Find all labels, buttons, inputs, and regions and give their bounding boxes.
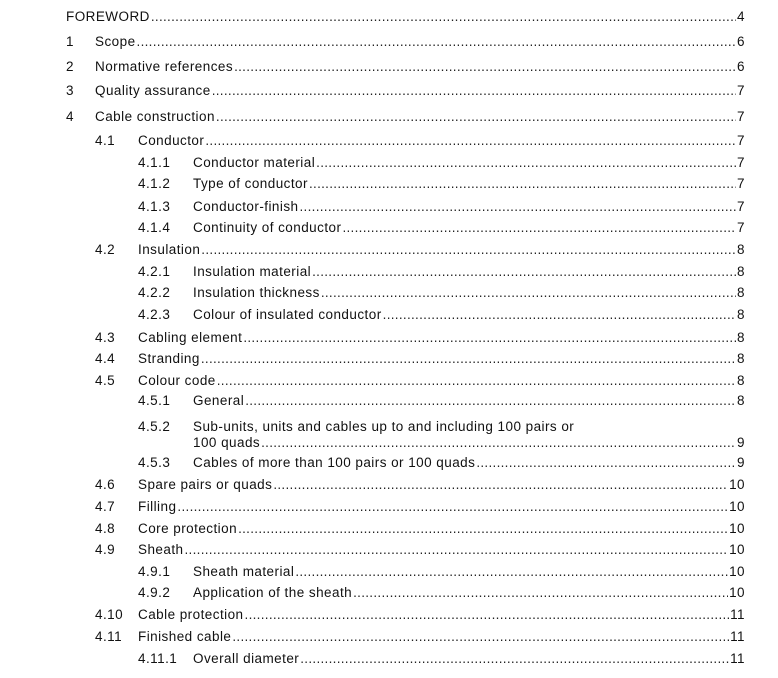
toc-entry[interactable]	[0, 107, 745, 127]
toc-entry[interactable]	[0, 7, 745, 27]
toc-page-number: 9	[737, 435, 745, 450]
toc-page-number: 10	[729, 499, 745, 514]
toc-entry-title: Spare pairs or quads	[138, 477, 273, 492]
toc-entry[interactable]	[0, 519, 745, 539]
toc-entry-number: 4.5	[95, 373, 116, 388]
toc-entry-number: 4.10	[95, 607, 124, 622]
toc-entry-title: Conductor-finish	[193, 199, 299, 214]
toc-entry-title: Sheath material	[193, 564, 295, 579]
toc-page-number: 6	[737, 59, 745, 74]
toc-page-number: 10	[729, 542, 745, 557]
toc-entry[interactable]	[0, 240, 745, 260]
dot-leader	[238, 519, 728, 539]
dot-leader	[137, 32, 737, 52]
toc-entry-number: 3	[66, 83, 74, 98]
toc-entry-title: Sheath	[138, 542, 184, 557]
toc-entry-number: 4.2.2	[138, 285, 171, 300]
toc-entry-title: Quality assurance	[95, 83, 211, 98]
dot-leader	[205, 131, 736, 151]
toc-entry-number: 4.6	[95, 477, 116, 492]
toc-entry[interactable]	[0, 475, 745, 495]
toc-page-number: 8	[737, 393, 745, 408]
toc-entry-title: Type of conductor	[193, 176, 308, 191]
toc-entry-number: 4.1	[95, 133, 116, 148]
dot-leader	[201, 349, 736, 369]
toc-entry-number: 4.5.3	[138, 455, 171, 470]
toc-entry-title-continued: 100 quads	[193, 435, 261, 450]
toc-entry[interactable]	[0, 32, 745, 52]
dot-leader	[300, 649, 729, 669]
toc-entry-number: 4.9.2	[138, 585, 171, 600]
toc-page-number: 11	[730, 651, 745, 666]
toc-entry-number: 4.3	[95, 330, 116, 345]
toc-entry[interactable]	[0, 540, 745, 560]
dot-leader	[201, 240, 736, 260]
toc-entry-number: 4.5.2	[138, 419, 171, 434]
toc-entry-number: 4.5.1	[138, 393, 171, 408]
toc-entry-title: Finished cable	[138, 629, 232, 644]
toc-entry-number: 4.2.1	[138, 264, 171, 279]
dot-leader	[312, 262, 736, 282]
toc-entry-title: Conductor	[138, 133, 205, 148]
toc-page-number: 8	[737, 373, 745, 388]
toc-entry[interactable]	[0, 131, 745, 151]
dot-leader	[245, 605, 730, 625]
toc-entry-number: 4.1.3	[138, 199, 171, 214]
toc-page-number: 8	[737, 285, 745, 300]
toc-page-number: 8	[737, 264, 745, 279]
toc-page-number: 8	[737, 330, 745, 345]
dot-leader	[261, 433, 736, 453]
dot-leader	[177, 497, 728, 517]
toc-entry-number: 4.9.1	[138, 564, 171, 579]
toc-page-number: 4	[737, 9, 745, 24]
toc-page-number: 7	[737, 155, 745, 170]
toc-entry[interactable]	[0, 583, 745, 603]
dot-leader	[353, 583, 728, 603]
toc-entry-title: Colour code	[138, 373, 216, 388]
toc-entry[interactable]	[0, 497, 745, 517]
dot-leader	[232, 627, 729, 647]
toc-entry-title: Conductor material	[193, 155, 316, 170]
toc-entry-title: Sub-units, units and cables up to and including 100 pairs or	[193, 419, 575, 434]
toc-entry-title: Scope	[95, 34, 136, 49]
toc-entry-number: 1	[66, 34, 74, 49]
toc-entry[interactable]	[0, 218, 745, 238]
toc-page-number: 10	[729, 521, 745, 536]
toc-entry-number: 2	[66, 59, 74, 74]
toc-entry-title: Overall diameter	[193, 651, 300, 666]
dot-leader	[151, 7, 736, 27]
toc-entry[interactable]	[0, 649, 745, 669]
dot-leader	[217, 371, 736, 391]
toc-entry[interactable]	[0, 391, 745, 411]
toc-entry-number: 4.7	[95, 499, 116, 514]
toc-page-number: 7	[737, 133, 745, 148]
toc-entry[interactable]	[0, 349, 745, 369]
toc-entry-title: Continuity of conductor	[193, 220, 342, 235]
toc-page-number: 7	[737, 109, 745, 124]
toc-entry-title: Cables of more than 100 pairs or 100 quads	[193, 455, 476, 470]
toc-page-number: 7	[737, 83, 745, 98]
toc-page-number: 8	[737, 307, 745, 322]
dot-leader	[185, 540, 729, 560]
toc-entry[interactable]	[0, 605, 745, 625]
dot-leader	[316, 153, 736, 173]
toc-entry-number: 4.11	[95, 629, 123, 644]
toc-entry[interactable]	[0, 328, 745, 348]
dot-leader	[273, 475, 728, 495]
toc-entry[interactable]	[0, 283, 745, 303]
toc-page-number: 8	[737, 242, 745, 257]
toc-entry[interactable]	[0, 262, 745, 282]
toc-entry[interactable]	[0, 453, 745, 473]
toc-entry-number: 4.8	[95, 521, 116, 536]
toc-entry-title: Cabling element	[138, 330, 243, 345]
dot-leader	[309, 174, 736, 194]
toc-entry-title: Application of the sheath	[193, 585, 353, 600]
toc-entry[interactable]	[0, 153, 745, 173]
dot-leader	[216, 107, 736, 127]
toc-page-number: 10	[729, 585, 745, 600]
dot-leader	[295, 562, 728, 582]
toc-entry-title: General	[193, 393, 245, 408]
toc-entry-title: Insulation material	[193, 264, 312, 279]
toc-entry[interactable]	[0, 562, 745, 582]
toc-page-number: 8	[737, 351, 745, 366]
toc-page-number: 11	[730, 607, 745, 622]
toc-page-number: 9	[737, 455, 745, 470]
toc-entry[interactable]	[0, 417, 745, 453]
dot-leader	[243, 328, 736, 348]
toc-entry-title: Normative references	[95, 59, 234, 74]
toc-page-number: 6	[737, 34, 745, 49]
dot-leader	[234, 57, 736, 77]
toc-page-number: 10	[729, 564, 745, 579]
toc-entry[interactable]	[0, 305, 745, 325]
toc-entry-number: 4.2	[95, 242, 116, 257]
toc-entry[interactable]	[0, 197, 745, 217]
toc-entry-number: 4.2.3	[138, 307, 171, 322]
toc-entry-number: 4.1.4	[138, 220, 171, 235]
toc-entry-title: Insulation thickness	[193, 285, 320, 300]
toc-page-number: 11	[730, 629, 745, 644]
toc-page-number: 7	[737, 220, 745, 235]
toc-entry-title: FOREWORD	[66, 9, 150, 24]
toc-entry-title: Cable construction	[95, 109, 215, 124]
dot-leader	[476, 453, 736, 473]
dot-leader	[321, 283, 736, 303]
toc-entry-number: 4.4	[95, 351, 116, 366]
toc-page-number: 7	[737, 176, 745, 191]
toc-entry[interactable]	[0, 371, 745, 391]
dot-leader	[383, 305, 736, 325]
toc-entry[interactable]	[0, 627, 745, 647]
dot-leader	[212, 81, 736, 101]
toc-entry-number: 4.1.1	[138, 155, 171, 170]
dot-leader	[300, 197, 737, 217]
dot-leader	[245, 391, 736, 411]
toc-entry-number: 4.9	[95, 542, 116, 557]
toc-page-number: 7	[737, 199, 745, 214]
toc-entry[interactable]	[0, 81, 745, 101]
toc-entry-number: 4	[66, 109, 74, 124]
toc-entry-number: 4.11.1	[138, 651, 178, 666]
toc-entry-number: 4.1.2	[138, 176, 171, 191]
toc-entry-title: Stranding	[138, 351, 200, 366]
toc-page-number: 10	[729, 477, 745, 492]
toc-entry-title: Colour of insulated conductor	[193, 307, 382, 322]
toc-entry[interactable]	[0, 174, 745, 194]
toc-entry-title: Cable protection	[138, 607, 244, 622]
toc-entry-title: Filling	[138, 499, 177, 514]
dot-leader	[342, 218, 736, 238]
toc-entry[interactable]	[0, 57, 745, 77]
toc-entry-title: Core protection	[138, 521, 238, 536]
toc-entry-title: Insulation	[138, 242, 201, 257]
